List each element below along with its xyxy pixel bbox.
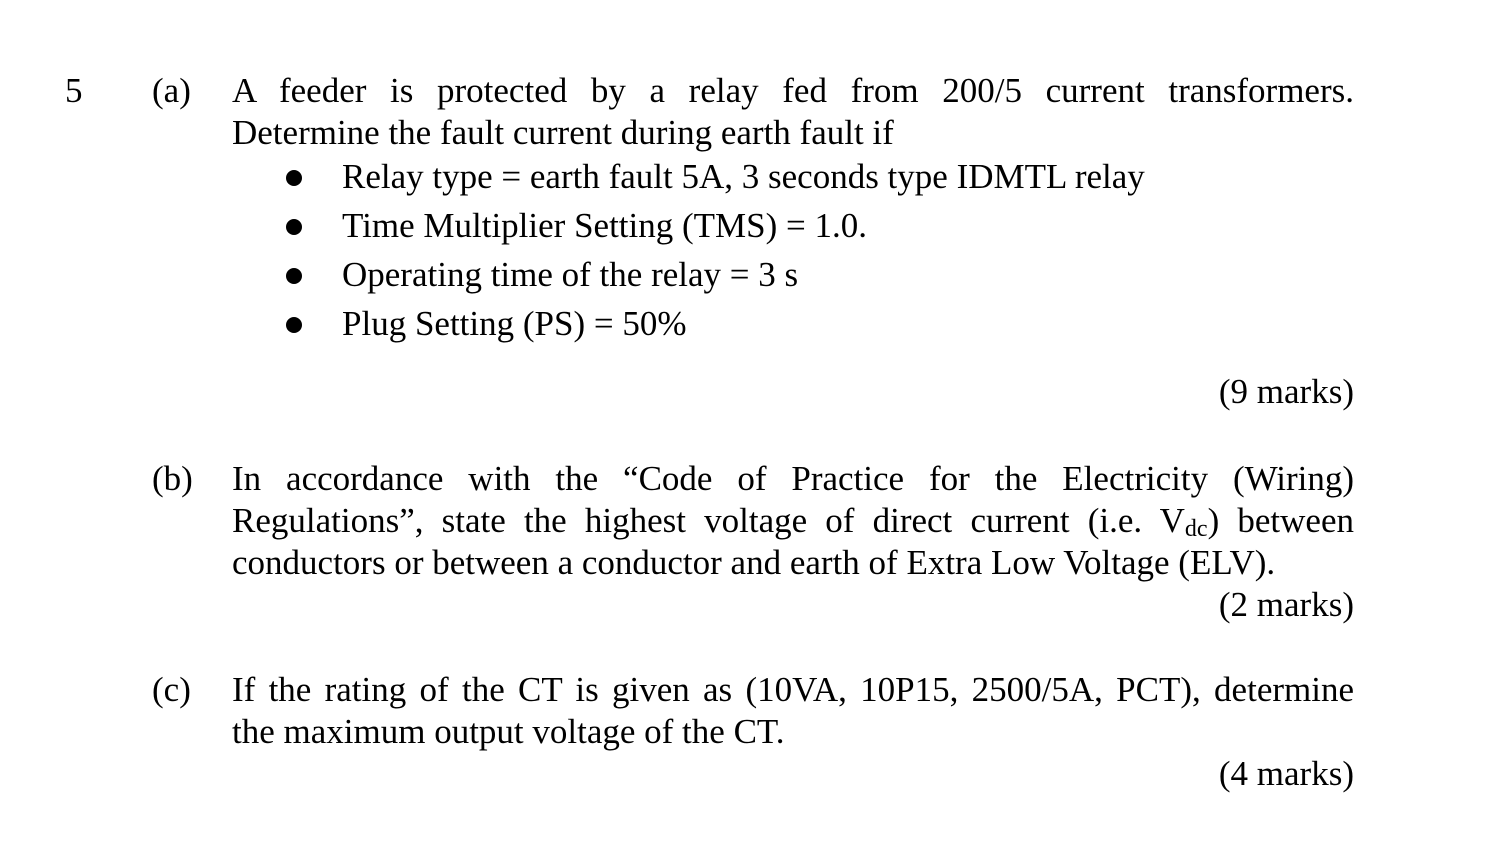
part-a-marks: (9 marks) <box>1218 372 1354 411</box>
bullet-item <box>282 156 1145 205</box>
part-b-line-2-text: Regulations”, state the highest voltage of direct current (i.e. $V_{dc}$) between <box>232 501 1354 542</box>
part-a-line-2: Determine the fault current during earth fault if <box>232 113 894 152</box>
bullet-icon <box>286 170 302 186</box>
part-b-line-1: In accordance with the “Code of Practice for the Electricity (Wiring) <box>232 459 1354 498</box>
bullet-item <box>282 205 1145 254</box>
part-b-label: (b) <box>152 459 193 498</box>
part-c-line-2: the maximum output voltage of the CT. <box>232 712 785 751</box>
bullet-icon <box>286 268 302 284</box>
part-b-line-2 <box>232 500 1354 542</box>
part-b-marks: (2 marks) <box>1218 585 1354 624</box>
bullet-text: Time Multiplier Setting (TMS) = 1.0. <box>342 206 867 245</box>
bullet-text: Operating time of the relay = 3 s <box>342 255 799 294</box>
bullet-text: Plug Setting (PS) = 50% <box>342 304 687 343</box>
bullet-item <box>282 303 1145 352</box>
vdc-subscript: dc <box>1184 516 1208 542</box>
part-a-label: (a) <box>152 71 191 110</box>
bullet-icon <box>286 219 302 235</box>
part-c-marks: (4 marks) <box>1218 754 1354 793</box>
question-number: 5 <box>65 71 83 110</box>
part-a-bullet-list <box>282 156 1145 352</box>
part-c-label: (c) <box>152 670 191 709</box>
bullet-item <box>282 254 1145 303</box>
part-a-line-1: A feeder is protected by a relay fed from 200/5 current transformers. <box>232 71 1354 110</box>
part-c-line-1: If the rating of the CT is given as (10VA, 10P15, 2500/5A, PCT), determine <box>232 670 1354 709</box>
bullet-icon <box>286 317 302 333</box>
part-b-line-3: conductors or between a conductor and earth of Extra Low Voltage (ELV). <box>232 543 1276 582</box>
bullet-text: Relay type = earth fault 5A, 3 seconds type IDMTL relay <box>342 157 1145 196</box>
